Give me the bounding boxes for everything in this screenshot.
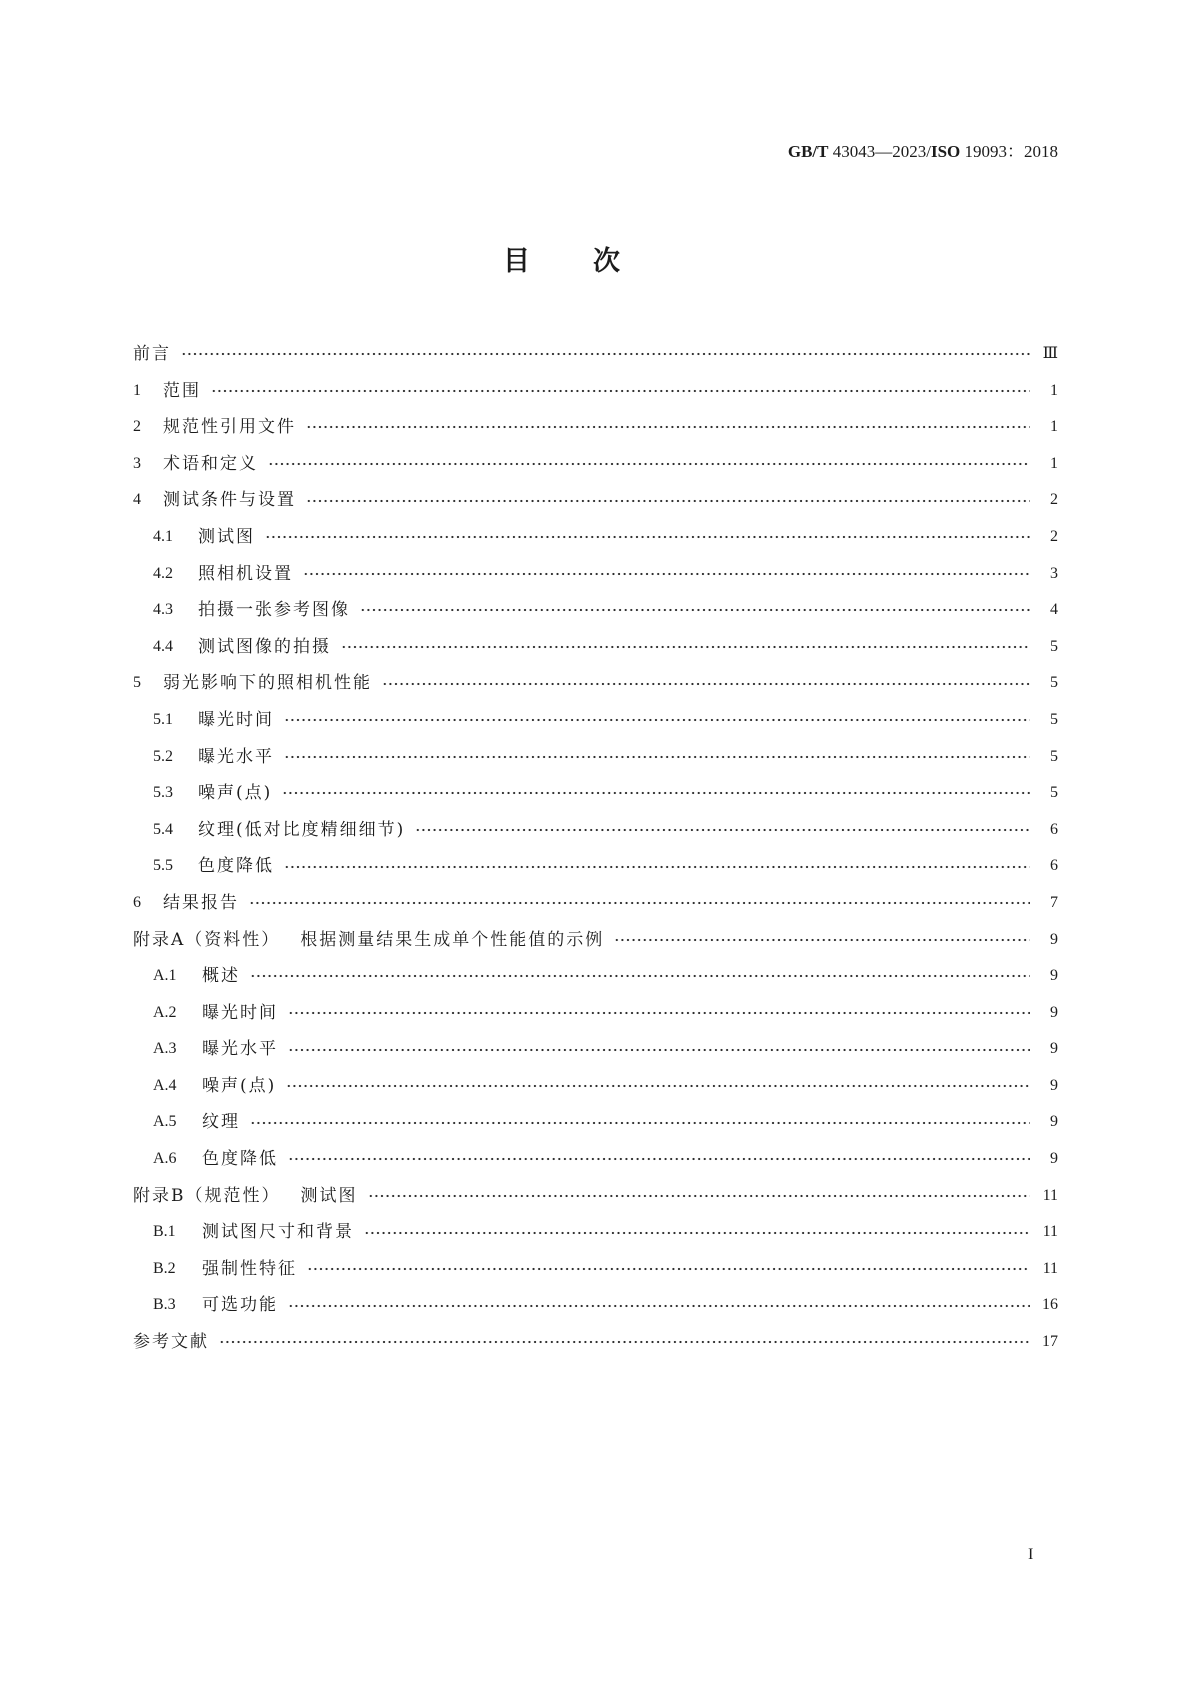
toc-leader-dots	[268, 446, 1030, 483]
toc-entry-title: 参考文献	[133, 1332, 209, 1353]
toc-entry-number: 附录B（规范性）	[133, 1185, 281, 1206]
toc-entry-page: 17	[1042, 1333, 1058, 1351]
toc-entry	[133, 373, 1058, 410]
toc-entry-number: 2	[133, 418, 141, 436]
toc-entry	[133, 958, 1058, 995]
toc-entry-title: 概述	[202, 966, 240, 987]
toc-entry-page: 6	[1050, 820, 1058, 838]
toc-entry-page: 9	[1050, 967, 1058, 985]
toc-entry-number: 5.3	[153, 784, 173, 802]
toc-entry-page: 5	[1050, 784, 1058, 802]
toc-leader-dots	[219, 1324, 1030, 1361]
toc-entry	[133, 1104, 1058, 1141]
toc-leader-dots	[288, 1141, 1030, 1178]
toc-entry-page: 11	[1042, 1223, 1058, 1241]
toc-entry	[133, 446, 1058, 483]
toc-entry-page: 11	[1042, 1259, 1058, 1277]
toc-entry-title: 噪声(点)	[202, 1075, 277, 1096]
toc-entry	[133, 556, 1058, 593]
toc-entry-title: 照相机设置	[198, 563, 293, 584]
toc-entry	[133, 519, 1058, 556]
toc-entry-page: 9	[1050, 1113, 1058, 1131]
toc-entry-page: 7	[1050, 893, 1058, 911]
toc-entry-page: 5	[1050, 637, 1058, 655]
toc-entry-title: 纹理	[202, 1112, 240, 1133]
toc-entry-number: 5.5	[153, 857, 173, 875]
toc-entry	[133, 702, 1058, 739]
toc-entry-title: 噪声(点)	[198, 783, 273, 804]
standard-prefix: GB/T	[787, 142, 829, 161]
toc-leader-dots	[306, 482, 1030, 519]
toc-entry-title: 前言	[133, 344, 171, 364]
toc-entry-title: 术语和定义	[163, 453, 258, 474]
toc-leader-dots	[306, 409, 1030, 446]
toc-leader-dots	[415, 812, 1030, 849]
toc-entry-title: 范围	[163, 380, 201, 401]
toc-leader-dots	[284, 739, 1030, 776]
toc-entry-number: 3	[133, 454, 141, 472]
toc-leader-dots	[360, 592, 1030, 629]
toc-entry-title: 根据测量结果生成单个性能值的示例	[300, 929, 605, 950]
toc-entry-page: 6	[1050, 857, 1058, 875]
toc-entry-number: B.3	[153, 1296, 176, 1314]
toc-entry-title: 测试图像的拍摄	[198, 636, 331, 657]
toc-entry-number: A.3	[153, 1040, 177, 1058]
toc-leader-dots	[614, 922, 1030, 959]
toc-entry	[133, 592, 1058, 629]
toc-entry	[133, 409, 1058, 446]
iso-prefix: ISO	[930, 142, 961, 161]
toc-entry-page: 4	[1050, 601, 1058, 619]
toc-entry-number: 1	[133, 381, 141, 399]
toc-entry-number: 附录A（资料性）	[133, 929, 281, 950]
toc-leader-dots	[288, 1287, 1030, 1324]
toc-entry-title: 可选功能	[202, 1295, 278, 1316]
toc-entry-number: B.1	[153, 1223, 176, 1241]
toc-entry-page: 5	[1050, 747, 1058, 765]
toc-entry	[133, 995, 1058, 1032]
toc-entry-title: 测试图	[300, 1185, 358, 1206]
footer-page-number: I	[1028, 1546, 1034, 1563]
standard-number: 43043—2023/	[828, 142, 931, 161]
toc-entry-number: 6	[133, 893, 141, 911]
toc-leader-dots	[250, 1104, 1030, 1141]
page-title: 目 次	[503, 246, 638, 277]
toc-leader-dots	[286, 1068, 1030, 1105]
toc-leader-dots	[382, 665, 1030, 702]
toc-leader-dots	[211, 373, 1030, 410]
toc-leader-dots	[265, 519, 1030, 556]
toc-entry-title: 测试条件与设置	[163, 490, 296, 511]
toc-entry	[133, 1068, 1058, 1105]
toc-entry	[133, 1214, 1058, 1251]
toc-entry-page: 9	[1050, 1150, 1058, 1168]
toc-entry-number: A.2	[153, 1003, 177, 1021]
toc-leader-dots	[364, 1214, 1030, 1251]
toc-entry	[133, 739, 1058, 776]
toc-entry-number: 4.1	[153, 527, 173, 545]
toc-entry-title: 拍摄一张参考图像	[198, 600, 350, 621]
toc-entry-number: 5.4	[153, 820, 173, 838]
toc-entry-title: 曝光时间	[198, 709, 274, 730]
toc-entry-title: 测试图尺寸和背景	[202, 1222, 354, 1243]
toc-entry-title: 色度降低	[198, 856, 274, 877]
toc-entry	[133, 1324, 1058, 1361]
toc-entry	[133, 1141, 1058, 1178]
toc-entry	[133, 885, 1058, 922]
toc-entry-page: 9	[1050, 1003, 1058, 1021]
toc-entry-title: 色度降低	[202, 1149, 278, 1170]
toc-leader-dots	[288, 1031, 1030, 1068]
toc-entry	[133, 775, 1058, 812]
toc-entry-title: 强制性特征	[202, 1258, 297, 1279]
toc-leader-dots	[284, 702, 1030, 739]
toc-entry-page: 16	[1042, 1296, 1058, 1314]
toc-leader-dots	[250, 958, 1030, 995]
toc-entry	[133, 629, 1058, 666]
toc-leader-dots	[368, 1178, 1031, 1215]
toc-entry-page: 9	[1050, 1076, 1058, 1094]
toc-entry-number: A.6	[153, 1150, 177, 1168]
toc-entry-number: 4.3	[153, 601, 173, 619]
toc-entry-title: 规范性引用文件	[163, 417, 296, 438]
toc-entry-number: 4	[133, 491, 141, 509]
toc-entry	[133, 665, 1058, 702]
toc-entry	[133, 336, 1058, 373]
table-of-contents	[133, 336, 1058, 1361]
toc-entry-page: 9	[1050, 930, 1058, 948]
toc-entry-title: 曝光水平	[202, 1039, 278, 1060]
toc-entry	[133, 812, 1058, 849]
toc-entry-page: 5	[1050, 710, 1058, 728]
toc-leader-dots	[303, 556, 1030, 593]
toc-entry-page: 2	[1050, 491, 1058, 509]
toc-entry-page: Ⅲ	[1042, 345, 1058, 362]
toc-entry	[133, 1178, 1058, 1215]
toc-entry-number: 5	[133, 674, 141, 692]
toc-leader-dots	[288, 995, 1030, 1032]
toc-entry	[133, 1031, 1058, 1068]
toc-leader-dots	[307, 1251, 1030, 1288]
toc-entry-title: 测试图	[198, 526, 255, 547]
toc-entry	[133, 482, 1058, 519]
toc-entry-title: 结果报告	[163, 892, 239, 913]
toc-entry-page: 9	[1050, 1040, 1058, 1058]
toc-entry-title: 曝光水平	[198, 746, 274, 767]
toc-leader-dots	[341, 629, 1030, 666]
toc-leader-dots	[284, 848, 1030, 885]
toc-entry-title: 纹理(低对比度精细细节)	[198, 819, 406, 840]
toc-entry	[133, 922, 1058, 959]
toc-entry-number: A.1	[153, 967, 177, 985]
toc-leader-dots	[282, 775, 1030, 812]
toc-entry-page: 5	[1050, 674, 1058, 692]
iso-number: 19093：2018	[960, 142, 1058, 161]
toc-entry-page: 1	[1050, 418, 1058, 436]
toc-entry-number: B.2	[153, 1259, 176, 1277]
toc-entry-title: 弱光影响下的照相机性能	[163, 673, 372, 694]
toc-entry-number: 5.1	[153, 710, 173, 728]
toc-entry-number: 5.2	[153, 747, 173, 765]
toc-entry-page: 1	[1050, 454, 1058, 472]
toc-leader-dots	[249, 885, 1030, 922]
toc-entry-page: 2	[1050, 527, 1058, 545]
toc-leader-dots	[181, 336, 1030, 373]
toc-entry-number: A.4	[153, 1076, 177, 1094]
toc-entry	[133, 1287, 1058, 1324]
toc-entry	[133, 848, 1058, 885]
toc-entry-number: 4.4	[153, 637, 173, 655]
toc-entry-page: 11	[1042, 1186, 1058, 1204]
standard-number-header	[788, 142, 1058, 162]
toc-entry-number: A.5	[153, 1113, 177, 1131]
toc-entry-number: 4.2	[153, 564, 173, 582]
toc-entry-page: 3	[1050, 564, 1058, 582]
toc-entry	[133, 1251, 1058, 1288]
toc-entry-title: 曝光时间	[202, 1002, 278, 1023]
toc-entry-page: 1	[1050, 381, 1058, 399]
